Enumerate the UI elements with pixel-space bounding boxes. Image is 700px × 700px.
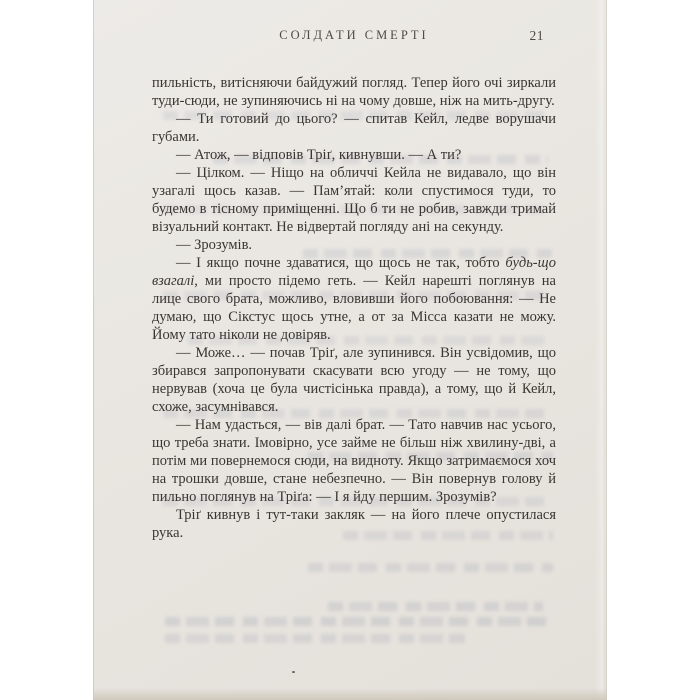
page-bottom-edge <box>93 688 607 700</box>
page-number: 21 <box>529 28 544 43</box>
emphasized-phrase: будь-що взагалі <box>152 255 556 289</box>
paragraph: — Може… — почав Тріґ, але зупинився. Він усвідомив, що збирався запропонувати скасувати всю угоду — не тому, що нервував (хоча це була чистісінька правда), а тому, що й Кейл, схоже, засумнівався. <box>152 345 556 415</box>
paragraph-text: , ми просто підемо геть. — Кейл нарешті поглянув на лице свого брата, можливо, вловивши його побоювання: — Не думаю, що Сікстус щось утне, а от за Місса казати не можу. Йому тато ніколи не довіряв. <box>152 273 556 343</box>
book-page <box>93 0 607 700</box>
paragraph: — Нам удасться, — вів далі брат. — Тато навчив нас усього, що треба знати. Імовірно, усе займе не більш ніж хвилину-дві, а потім ми повернемося сюди, на видноту. Якщо затримаємося хоч на трошки довше, стане небезпечно. — Він повернув голову й пильно поглянув на Тріґа: — І я йду першим. Зрозумів? <box>152 417 556 505</box>
paragraph: — Атож, — відповів Тріґ, кивнувши. — А ти? <box>176 147 462 163</box>
running-title: СОЛДАТИ СМЕРТІ <box>279 28 429 42</box>
paragraph <box>152 254 556 344</box>
paper-speck <box>292 671 295 673</box>
paragraph: — Цілком. — Ніщо на обличчі Кейла не видавало, що він узагалі щось казав. — Пам’ятай: коли спустимося туди, то будемо в тісному приміщенні. Що б ти не робив, завжди тримай візуальний контакт. Не відвертай погляду ані на секунду. <box>152 165 556 235</box>
paragraph-text: — І якщо почне здаватися, що щось не так, тобто <box>176 255 506 271</box>
body-text <box>152 74 556 542</box>
paragraph: — Зрозумів. <box>176 237 253 253</box>
running-header <box>152 28 556 46</box>
paragraph: Тріґ кивнув і тут-таки закляк — на його плече опустилася рука. <box>152 507 556 541</box>
paragraph: пильність, витісняючи байдужий погляд. Тепер його очі зиркали туди-сюди, не зупиняючись ні на чому довше, ніж на мить-другу. <box>152 75 556 109</box>
paragraph: — Ти готовий до цього? — спитав Кейл, ледве ворушачи губами. <box>152 111 556 145</box>
